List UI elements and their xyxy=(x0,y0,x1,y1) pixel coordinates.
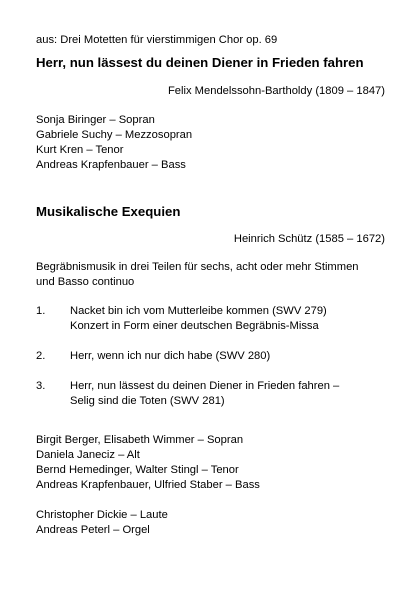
work-line: Nacket bin ich vom Mutterleibe kommen (SWV 279) xyxy=(70,305,327,317)
performer-item: Birgit Berger, Elisabeth Wimmer – Sopran xyxy=(36,434,244,446)
instrumentalist-item: Christopher Dickie – Laute xyxy=(36,509,168,521)
work-item xyxy=(36,304,385,334)
work-line: Selig sind die Toten (SWV 281) xyxy=(70,395,225,407)
section-composer-line: Heinrich Schütz (1585 – 1672) xyxy=(233,233,385,245)
performer-item: Kurt Kren – Tenor xyxy=(36,144,124,156)
instrumentalist-list xyxy=(36,508,385,538)
performer-item: Gabriele Suchy – Mezzosopran xyxy=(36,129,193,141)
work-line: Herr, nun lässest du deinen Diener in Frieden fahren – xyxy=(70,380,340,392)
section-description xyxy=(36,260,385,290)
work-line: Herr, wenn ich nur dich habe (SWV 280) xyxy=(70,350,271,362)
performer-item: Bernd Hemedinger, Walter Stingl – Tenor xyxy=(36,464,239,476)
section-title: Musikalische Exequien xyxy=(36,204,181,219)
instrumentalist-item: Andreas Peterl – Orgel xyxy=(36,524,150,536)
description-line: und Basso continuo xyxy=(36,276,135,288)
performer-item: Andreas Krapfenbauer, Ulfried Staber – Bass xyxy=(36,479,260,491)
section-performer-list xyxy=(36,433,385,493)
work-list xyxy=(36,304,385,409)
work-line: Konzert in Form einer deutschen Begräbnis-Missa xyxy=(70,320,319,332)
work-text xyxy=(70,304,385,334)
work-text xyxy=(70,379,385,409)
source-line: aus: Drei Motetten für vierstimmigen Chor op. 69 xyxy=(36,34,278,46)
work-item xyxy=(36,379,385,409)
performer-list xyxy=(36,113,385,173)
performer-item: Daniela Janeciz – Alt xyxy=(36,449,140,461)
piece-title: Herr, nun lässest du deinen Diener in Frieden fahren xyxy=(36,55,364,70)
performer-item: Andreas Krapfenbauer – Bass xyxy=(36,159,186,171)
composer-line: Felix Mendelssohn-Bartholdy (1809 – 1847) xyxy=(167,85,385,97)
work-text xyxy=(70,349,385,364)
description-line: Begräbnismusik in drei Teilen für sechs, acht oder mehr Stimmen xyxy=(36,261,359,273)
work-number: 2. xyxy=(36,350,46,362)
work-number: 3. xyxy=(36,380,46,392)
program-page xyxy=(36,33,385,538)
work-item xyxy=(36,349,385,364)
work-number: 1. xyxy=(36,305,46,317)
performer-item: Sonja Biringer – Sopran xyxy=(36,114,155,126)
